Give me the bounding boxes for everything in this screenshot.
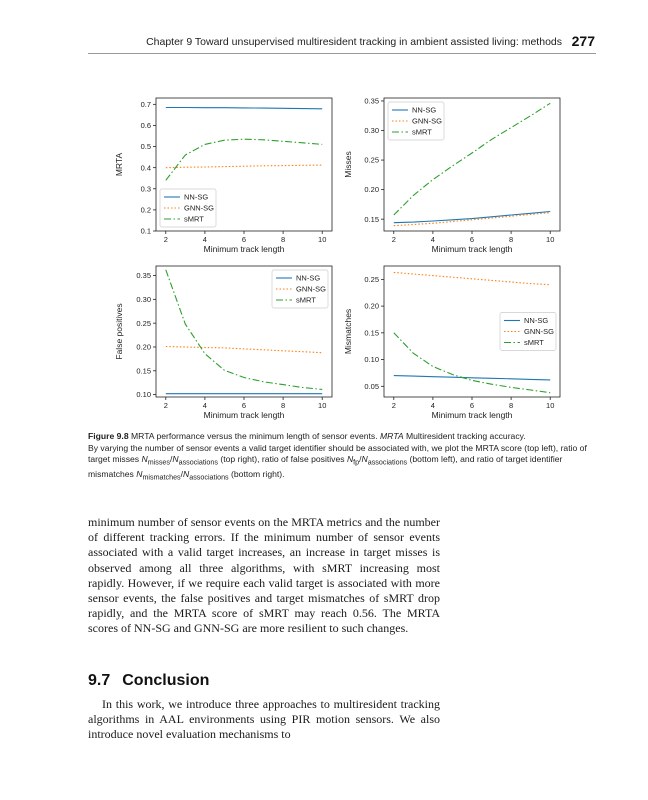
- y-tick-label: 0.20: [136, 342, 151, 352]
- y-tick-label: 0.30: [136, 294, 151, 304]
- legend-label: GNN-SG: [184, 203, 214, 213]
- legend-label: NN-SG: [184, 192, 209, 202]
- y-axis-label: Misses: [343, 151, 353, 178]
- legend-label: NN-SG: [412, 105, 437, 115]
- legend-label: sMRT: [524, 338, 544, 348]
- slash: /: [359, 454, 362, 464]
- caption-text-2: (top right), ratio of false positives: [217, 454, 347, 464]
- chart-panel-mismatches: [343, 266, 560, 420]
- body-paragraph: minimum number of sensor events on the MRTA metrics and the number of different tracking errors. If the minimum number of sensor events associated with a valid target increases, an increase in target misses is observed among all three algorithms, with sMRT increasing most rapidly. However, if we require each valid target is associated with more sensor events, the false positives and target mismatches of sMRT drop rapidly, and the MRTA score of sMRT may reach 0.56. The MRTA scores of NN-SG and GNN-SG are more resilient to such changes.: [88, 515, 440, 636]
- x-tick-label: 8: [509, 401, 514, 410]
- legend: [160, 189, 216, 227]
- page-number: 277: [571, 33, 595, 49]
- chart-panel-false-positives: [114, 266, 332, 420]
- x-tick-label: 8: [281, 235, 286, 244]
- chart-panel-misses: [343, 97, 560, 254]
- x-tick-label: 10: [546, 235, 555, 244]
- legend-label: NN-SG: [296, 273, 321, 283]
- n-symbol: N: [346, 454, 354, 464]
- series-line-smrt: [166, 139, 322, 180]
- y-tick-label: 0.20: [364, 185, 379, 195]
- x-tick-label: 2: [391, 235, 396, 244]
- y-axis-label: MRTA: [114, 152, 124, 177]
- subscript-associations: associations: [178, 458, 218, 467]
- section-heading: [88, 672, 221, 690]
- x-tick-label: 2: [391, 401, 396, 410]
- y-tick-label: 0.10: [136, 390, 151, 400]
- figure-caption: [88, 431, 598, 484]
- figure-label: Figure 9.8: [88, 431, 129, 441]
- x-tick-label: 2: [163, 401, 168, 410]
- y-tick-label: 0.1: [140, 226, 151, 236]
- y-tick-label: 0.35: [364, 96, 379, 106]
- chapter-title: Chapter 9 Toward unsupervised multiresident tracking in ambient assisted living: methods: [146, 36, 562, 48]
- legend-label: GNN-SG: [524, 327, 554, 337]
- y-tick-label: 0.10: [364, 355, 379, 365]
- subscript-fp: fp: [353, 458, 360, 467]
- slash: /: [180, 469, 184, 480]
- x-axis-label: Minimum track length: [203, 244, 285, 254]
- x-tick-label: 10: [318, 235, 327, 244]
- n-symbol: N: [141, 454, 148, 464]
- y-tick-label: 0.25: [364, 274, 379, 284]
- subscript-associations: associations: [367, 458, 408, 467]
- legend: [272, 270, 328, 308]
- figure-title: MRTA performance versus the minimum length of sensor events.: [130, 431, 378, 441]
- x-tick-label: 4: [202, 401, 207, 410]
- subscript-mismatches: mismatches: [142, 473, 181, 482]
- slash: /: [169, 454, 173, 464]
- x-tick-label: 6: [241, 235, 247, 244]
- section-number: 9.7: [88, 672, 111, 689]
- subscript-associations: associations: [189, 473, 229, 482]
- y-tick-label: 0.2: [140, 205, 151, 215]
- n-symbol: N: [361, 454, 368, 464]
- y-tick-label: 0.15: [136, 366, 151, 376]
- subscript-misses: misses: [147, 458, 170, 467]
- x-tick-label: 8: [509, 235, 514, 244]
- series-line-nn-sg: [394, 376, 550, 380]
- y-tick-label: 0.7: [140, 99, 151, 109]
- x-tick-label: 4: [430, 401, 435, 410]
- conclusion-paragraph: In this work, we introduce three approaches to multiresident tracking algorithms in AAL environments using PIR motion sensors. We also introduce novel evaluation mechanisms to: [88, 697, 440, 742]
- caption-text-4: (bottom right).: [228, 469, 285, 480]
- abbreviation-expansion: Multiresident tracking accuracy.: [405, 431, 526, 441]
- series-line-nn-sg: [394, 212, 550, 223]
- x-tick-label: 6: [469, 401, 475, 410]
- x-axis-label: Minimum track length: [431, 244, 513, 254]
- y-tick-label: 0.25: [136, 318, 151, 328]
- legend-label: sMRT: [296, 295, 316, 305]
- y-tick-label: 0.30: [364, 126, 379, 136]
- x-tick-label: 6: [241, 401, 247, 410]
- x-tick-label: 4: [202, 235, 207, 244]
- x-axis-label: Minimum track length: [203, 410, 285, 420]
- legend-label: sMRT: [412, 127, 432, 137]
- caption-text-1: By varying the number of sensor events a valid target identifier should be associated with, we plot the MRTA score (top left), ratio of target misses: [88, 442, 587, 464]
- legend-label: NN-SG: [524, 316, 549, 326]
- x-axis-label: Minimum track length: [431, 410, 513, 420]
- y-tick-label: 0.15: [364, 214, 379, 224]
- x-tick-label: 2: [163, 235, 168, 244]
- series-line-gnn-sg: [394, 213, 550, 226]
- legend: [500, 313, 556, 351]
- y-tick-label: 0.05: [364, 381, 379, 391]
- x-tick-label: 10: [318, 401, 327, 410]
- y-tick-label: 0.6: [140, 121, 151, 131]
- y-tick-label: 0.15: [364, 328, 379, 338]
- caption-text-3: (bottom left), and ratio of target identifier mismatches: [88, 454, 563, 480]
- x-tick-label: 4: [430, 235, 435, 244]
- legend-label: GNN-SG: [412, 116, 442, 126]
- y-tick-label: 0.5: [140, 142, 151, 152]
- x-tick-label: 10: [546, 401, 555, 410]
- y-axis-label: Mismatches: [343, 308, 353, 355]
- y-axis-label: False positives: [114, 303, 124, 360]
- legend: [388, 102, 444, 140]
- y-tick-label: 0.4: [140, 163, 151, 173]
- y-tick-label: 0.3: [140, 184, 151, 194]
- section-title: Conclusion: [122, 672, 210, 689]
- x-tick-label: 8: [281, 401, 286, 410]
- n-symbol: N: [136, 469, 143, 480]
- chart-panel-mrta: [114, 98, 332, 254]
- legend-label: GNN-SG: [296, 284, 326, 294]
- y-tick-label: 0.20: [364, 301, 379, 311]
- legend-label: sMRT: [184, 214, 204, 224]
- x-tick-label: 6: [469, 235, 475, 244]
- series-line-gnn-sg: [394, 272, 550, 284]
- series-line-gnn-sg: [166, 347, 322, 353]
- n-symbol: N: [172, 454, 179, 464]
- n-symbol: N: [183, 469, 190, 480]
- series-line-nn-sg: [166, 108, 322, 109]
- series-line-gnn-sg: [166, 165, 322, 168]
- abbreviation: MRTA: [380, 431, 404, 441]
- y-tick-label: 0.35: [136, 271, 151, 281]
- y-tick-label: 0.25: [364, 155, 379, 165]
